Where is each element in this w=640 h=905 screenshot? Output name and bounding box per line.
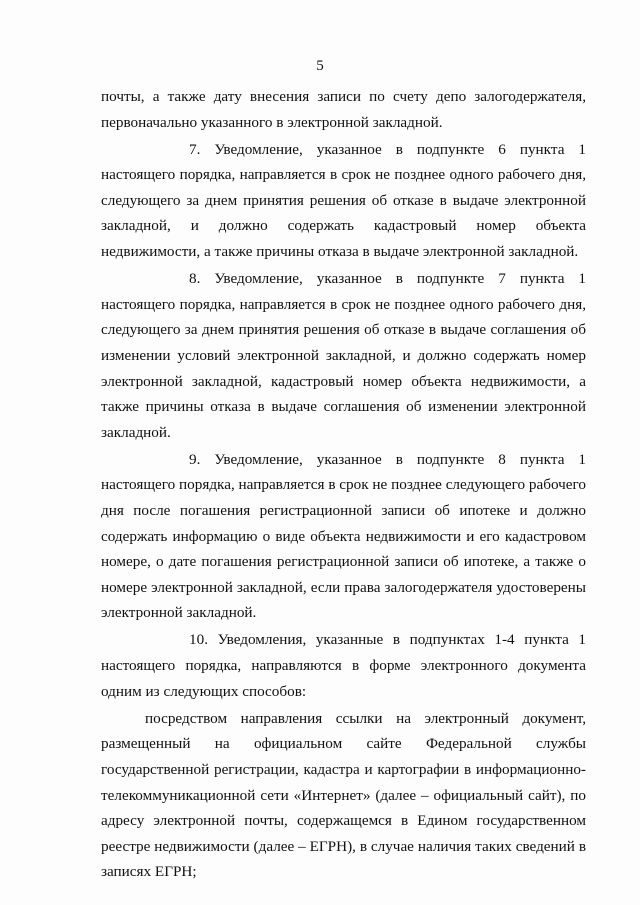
paragraph-text: Уведомление, указанное в подпункте 7 пункта 1 настоящего порядка, направляется в срок не позднее одного рабочего дня, следующего за днем принятия решения об отказе в выдаче соглашения об изменении условий электронной закладной, и должно содержать номер электронной закладной, кадастровый номер объекта недвижимости, а также причины отказа в выдаче соглашения об изменении электронной закладной. [101,270,586,441]
paragraph-number: 10. [189,631,208,649]
paragraph-number: 8. [189,270,201,288]
paragraph-text: почты, а также дату внесения записи по счету депо залогодержателя, первоначально указанного в электронной закладной. [101,88,586,131]
page-number: 5 [316,58,324,74]
paragraph-8 [101,266,586,445]
paragraph-text: Уведомления, указанные в подпунктах 1-4 пункта 1 настоящего порядка, направляются в форме электронного документа одним из следующих способов: [101,631,586,700]
paragraph-number: 9. [189,450,201,468]
paragraph-10 [101,627,586,704]
paragraph-9 [101,447,586,626]
paragraph-text: Уведомление, указанное в подпункте 6 пункта 1 настоящего порядка, направляется в срок не позднее одного рабочего дня, следующего за днем принятия решения об отказе в выдаче электронной закладной, и должно содержать кадастровый номер объекта недвижимости, а также причины отказа в выдаче электронной закладной. [101,140,586,261]
paragraph-number: 7. [189,140,201,158]
paragraph-continuation [101,84,586,135]
paragraph-text: Уведомление, указанное в подпункте 8 пункта 1 настоящего порядка, направляется в срок не позднее следующего рабочего дня после погашения регистрационной записи об ипотеке и должно содержать информацию о виде объекта недвижимости и его кадастровом номере, о дате погашения регистрационной записи об ипотеке, а также о номере электронной закладной, если права залогодержателя удостоверены электронной закладной. [101,450,586,622]
paragraph-text: посредством направления ссылки на электронный документ, размещенный на официальном сайте Федеральной службы государственной регистрации, кадастра и картографии в информационно-телекоммуникационной сети «Интернет» (далее – официальный сайт), по адресу электронной почты, содержащемся в Едином государственном реестре недвижимости (далее – ЕГРН), в случае наличия таких сведений в записях ЕГРН; [101,709,586,881]
paragraph-7 [101,137,586,265]
paragraph-method-1 [101,706,586,885]
document-body [101,84,586,886]
